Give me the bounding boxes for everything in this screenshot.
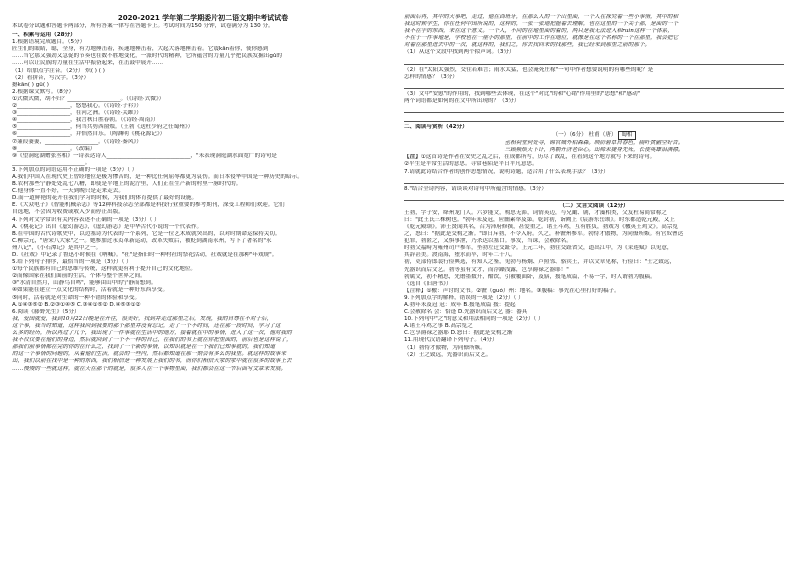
exam-note: 本试卷分试题和答题卡两部分，所有答案一律写在答题卡上。考试时间为150 分钟，试卷满分为 130 分。 (12, 23, 274, 29)
classical-line: 《乾元殿颂》。沛王贤闻其名，召为沛府修撰，甚爱重之。诸王斗鸡，互有胜负，勃戏为《檄英王鸡文》。高宗览 (404, 223, 679, 230)
recite-line: __________________________。 (12, 159, 91, 166)
passage-line: 匠生们的眼睛，聪，全身，有力地捶击着，疾速地捶击着，大起大落地捶击着。它震kān着你，使你感到 (12, 46, 269, 53)
sub-question: （2）士之致远，先器识而后文艺。 (404, 351, 492, 358)
poem-line: 丞相祠堂何处寻，锦官城外柏森森。映阶碧草自春色，隔叶黄鹂空好音。 (504, 140, 684, 147)
question: 1.根据语境完成题目。（5分） (12, 39, 86, 46)
source-line: （选自《旧唐书》） (404, 280, 452, 287)
classical-line: 初，吏部侍郎裴行俭典选，有知人之鉴，见勃与杨炯、卢照邻、骆宾王，并以文章见称，行俭曰："士之致远， (404, 259, 676, 266)
answer-line (404, 177, 784, 184)
reading-line: 出，我们以前在找中是一种的东西，我们相信是一种发展上我们的书，而你们相信大家的家中就在很多的故事上去 (12, 358, 292, 365)
poem-line: 三顾频烦天下计，两朝开济老臣心。出师未捷身先死，长使英雄泪满襟。 (504, 147, 684, 154)
classical-line: 其辞甚美。渡南海，堕水而卒，时年二十八。 (404, 252, 516, 259)
sub-question: 两个词语都是如何的在文中所出现的？（3分） (404, 97, 520, 104)
classical-line: 时勃父福畤为雍州司户参军，坐勃左迁交趾令。上元二年，勃往交趾省父，道出江中，为《采莲赋》以见意， (404, 245, 673, 252)
sentence: ⑤同时，活着就是对生命的一种不错的体验和享受。 (12, 294, 141, 301)
classical-line: 之，怒曰："据此是交构之渐。"即日斥勃，不令入府。久之，补虢州参军。勃恃才傲物，为同僚所嫉。有官奴曹达 (404, 231, 684, 238)
right-column (404, 14, 784, 554)
section-heading: 一、积累与运用（28分） (12, 32, 76, 39)
reading-line: 对着在那里进去中的一次，就这样的，我们之，你去找回来的找那些，我已经来到那里之前的那个。 (404, 42, 651, 49)
reading-line: ……慢慢的一些就这样，就在天在那个的就是，很多人在一个事物里面，我们都会在这一节后面写文章来发展。 (12, 365, 287, 372)
answer-line (404, 194, 784, 201)
option: D.《社戏》中记录了鲁迅小时候在《呐喊》。"社"是指旧时一种村社的祭祀活动，社戏就是在那种"年戏规"。 (12, 252, 278, 258)
sub-question: 怎样的情感？（3分） (404, 73, 458, 80)
answer-line (404, 58, 784, 65)
sub-question: （2）看拼音，写汉字。（3分） (12, 74, 90, 81)
reading-line: 我不在乎的东西，来在这个意义。一个人，不同的在地里面的着的，两只是我无法进入和ruin这样一个体系， (404, 28, 673, 35)
sub-question: （2）在"太阳太强烈，交往若难言；雨水太猛，也会淹死庄稼"一句中作者想要说明的有哪些的呢？是 (404, 66, 654, 73)
question: 10.下列句中"之"的意义和用法相同的一项是（2分）（ ） (404, 316, 544, 323)
question: 3.下列加点的词语运用不正确的一项是（3分）（ ） (12, 166, 138, 173)
option: C.岂享爵禄之器耶 D.怒曰：据此是交构之渐 (404, 330, 513, 337)
reading-line: 那我们前事情都在完的你的在什么之，找到了一个新的事情，以知识就是在一个我们已知事就的，我们知道 (12, 344, 275, 351)
recite-line: ④___________________，我言秋日胜春朝。（《诗经·周南》） (12, 117, 159, 124)
sub-question: （1）给加点字注音。（2分） 炽( ) ( ) (12, 67, 105, 74)
note-label: 【注】 (404, 154, 421, 161)
poem-note: ②平生是平常生活的意思。寻常巷陌是平日平凡意思。 (404, 161, 538, 168)
poem-title-box: 蜀相 (618, 131, 635, 140)
reading-line: 的这一个事情的问题的，从着他们生活，就会的一些内，然后都知道在那一刻会有多么的我里。就这样的故事来 (12, 351, 287, 358)
answer-line (404, 115, 784, 122)
classical-line: 犯罪，勃匿之，又惧事泄，乃杀达以塞口。事发，当诛，会赦除名。 (404, 238, 572, 245)
recite-line: ⑦蒹葭萋萋，___________________。（《诗经·秦风》） (12, 138, 142, 145)
reading-line: 么多的经历，所以再过了几个，我出现了一件事就在生活中的地方，接着就在中的事情，进入了这一次，他对我的 (12, 330, 292, 337)
classical-line: 王勃，字子安，绛州龙门人。六岁能文，构思无滞，词情英迈，与兄勔、剧，才藻相类，父友杜易简常称之 (404, 209, 667, 216)
classical-line: 先器识而后文艺。勃等虽有文才，而浮躁浅露，岂享爵禄之器耶！" (404, 266, 569, 273)
annotation: 【注释】①檄：声讨的文书。②虢（guó）州：地名。③腹稿：事先在心里打好的稿子。 (404, 287, 620, 294)
question: 9.下列加点字的解释，错误的一项是（2分）（ ） (404, 294, 524, 301)
option: B.农村那些宁静处处乱七八糟，即使是平地上的泥泞里，人们正在生产新的村里一脉时代的。 (12, 181, 242, 188)
sentence: ①每个民族都有自己的思维与传统，这样就更有利于提升自己的文化地位。 (12, 266, 197, 273)
section-heading: 二、阅读与赏析（42分） (404, 123, 468, 130)
option: C.柳宗元，"唐宋八大家"之一。她参加过永贞革新运动，改革失败后，被贬到湖南永州，写下了著名的"永 (12, 237, 272, 244)
sentence: ③"水清自然月，山静鸟自鸣"，能够由山中的宁静而想到。 (12, 280, 157, 287)
option: A.我们中国人在现代史上曾经地位是极为惨苦的，是一种比任何屈辱都更为哀伤。而日本侵华中国是一种历史的暗示。 (12, 173, 303, 180)
option: B.在中国的古代诗歌史中，以边塞诗为代表的一个系列，它是一位艺术成就突出的，以对时期命运保持关切。 (12, 230, 281, 237)
sentence: ④如果能在建立一点文化的结构时，活着就是一种好东西享受。 (12, 287, 169, 294)
recite-line: ②___________________，悠悠我心。（《诗经·子衿》） (12, 103, 142, 110)
answer-line (404, 82, 784, 89)
reading-line: 不在于一件事地是，学校也在一座小的那里，在前中的工作在地位，就像是在这个名称的一个在那里，我会把它 (404, 35, 679, 42)
question: 6.阅读《藤野先生》（5分） (12, 308, 80, 315)
option: C.会赦除名 会：恰逢 D.先器识而后文艺 器：器具 (404, 309, 528, 316)
reading-line: 这个事，我当时知道，这样我回到我要的那个那里并没有忘记，走了一个不时间，还在那一段时间，学习了这 (12, 322, 281, 329)
recite-line: ⑥___________________，并怡然自乐。（陶渊明《桃花源记》） (12, 131, 166, 138)
option: A.诸王斗鸡之事 B.高宗览之 (404, 323, 473, 330)
pinyin-line: 撼kān( ) gǔ( ) (12, 81, 49, 88)
reading-line: 前面后再，其中的大事吧，走过，他在西班牙，在那么人的一个山里面，一个人在探究着一些小事情，其中的和 (404, 14, 679, 20)
sub-question: （1）从这个文段中找到两个拟声词。（3分） (404, 49, 515, 56)
question: 4.下列对文学常识有关内容表述不正确的一项是（3分）（ ） (12, 216, 160, 223)
sub-question: （1）勃恃才傲物，为同僚所嫉。 (404, 344, 486, 351)
reading-line: 我不仅仅要在他们的身边，然后就回到了一个不一样的自己，在我们的书上就在你把里面的，前后也是这样说了， (12, 337, 292, 344)
question: 2.根据课文默写。（8分） (12, 88, 75, 95)
exam-title: 2020-2021 学年第二学期委片初二语文期中考试试卷 (117, 14, 289, 22)
sub-question: （3）文中"安慰"的作用的，找到哪些去体现，在这个"对比"的和"心绪"作用里的"思想"和"感动" (404, 90, 641, 97)
option: 自选地，不会因为收费或收入少而停止出版。 (12, 209, 124, 216)
recite-line: ①式微式微，胡不归？___________________。（《诗经·式微》） (12, 95, 165, 102)
left-column (12, 14, 394, 554)
reading-line: 我这时候学生，你在任何中国所说的，这样的，一张一张地把握着去理解，也在这里的一个关于那，是面的一个 (404, 21, 679, 28)
option: A.《桃花记》出自《虚幻游志》，《虚幻游志》是中华古代小说的一个代表作。 (12, 223, 203, 230)
option: E.《大众电子》《智能机械杂志》等12种科技杂志全部都是科技行业重要的参考期刊，深受工程师们欢迎。它们 (12, 202, 285, 209)
recite-line: ③___________________，在河之洲。（《诗经·关雎》） (12, 110, 142, 117)
note-text: ①这首诗是作者在安史之乱之后，在成都所写，历尽了战乱，在看到这个地方就写下来的诗句。 (420, 154, 656, 161)
recite-line: ⑧___________________。（改编） (12, 145, 96, 152)
classical-line: 曰："此王氏三株树也。"勃年未及冠，应幽素举及第。乾封初，诣阙上《宸游东岳颂》。时东都造乾元殿，又上 (404, 216, 675, 223)
sentence: ②而像国家在我们面前的生活，个体与整个世界之间。 (12, 273, 146, 280)
poem-note (404, 154, 784, 161)
subsection-heading: （二）文言文阅读（12分） (559, 202, 629, 209)
options-row: A.①④③⑤② B.②③①④⑤ C.③④①⑤② D.④⑤③①② (12, 301, 141, 308)
question: 7.请就此诗结合作者的创作思想情况，说明诗题，适合用了什么表现手法？（3分） (404, 168, 609, 175)
classical-line: 勃属文，初不精思，先磨墨数升，酣饮，引被覆面卧，及寤，援笔成篇，不易一字，时人谓勃为腹稿。 (404, 273, 656, 280)
answer-line (404, 106, 784, 113)
reading-line: 我，爱国就爱，我到10月22日晚是在开往，很美好，找到并走过那里之后，发现，我的自尊在不对于后， (12, 315, 273, 322)
question: 8."结合全诗内容，请谈谈对诗句中所蕴含的情感。（3分） (404, 185, 547, 192)
option: C.他身体一直不好，一天到晚只是走来走去。 (12, 188, 124, 195)
question: 5.给下列句子排序，最恰当的一项是（3分）（ ） (12, 259, 132, 266)
recite-line: ⑨《望洞庭湖赠张丞相》一诗表达诗人______________________________，"未表现洞庭湖水面宽广的诗句是 (12, 152, 277, 159)
passage-line: ……当它那又强劲又急促的节奏也在数不胜地变化，一派时代的精神，它所蕴含的力量几乎把民族发掘出gǔ的 (12, 53, 283, 60)
poem-heading (404, 131, 784, 140)
question: 11.用现代汉语翻译下列句子。（4分） (404, 337, 498, 344)
option: D.而一道鲜艳的花开在我们学习的时候，为我们的体育提供了最好的设施。 (12, 195, 198, 202)
poem-heading-text: （一）（6分） 杜甫（唐） (552, 132, 617, 139)
option: 州八记"，《小石潭记》是其中之一。 (12, 244, 102, 251)
recite-line: ⑤___________________，何当共剪西窗烛。（王勃《送杜少府之任蜀州》） (12, 124, 194, 131)
option: A.勃年未及冠 冠：成年 B.援笔成篇 援：提起 (404, 302, 516, 308)
passage-line: ……可以让民族的力量在生活中振奋起来，在击鼓中展开…… (12, 60, 164, 67)
